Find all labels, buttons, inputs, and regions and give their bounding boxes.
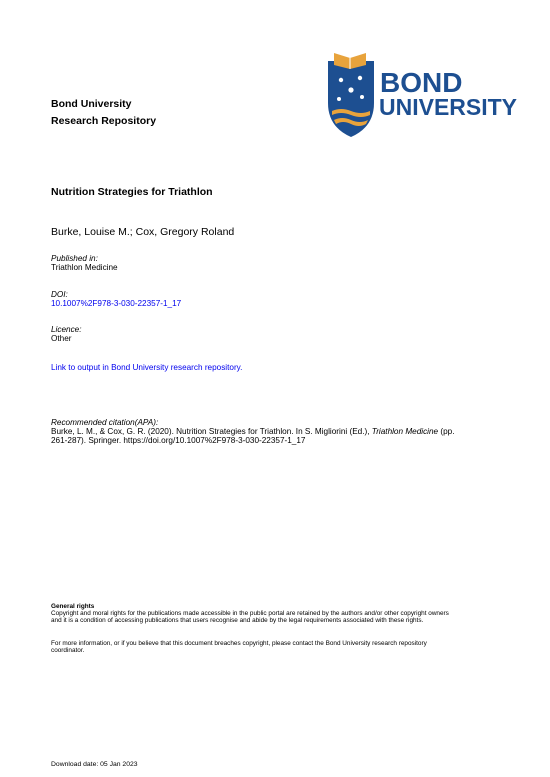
doi-link[interactable]: 10.1007%2F978-3-030-22357-1_17 [51, 299, 182, 308]
rights-text-2: and it is a condition of accessing publications that users recognise and abide by the legal requirements associated with these rights. [51, 617, 424, 624]
rights-heading: General rights [51, 603, 95, 610]
logo-text-bond: BOND [380, 67, 463, 98]
published-in-label: Published in: [51, 254, 98, 263]
repository-link[interactable]: Link to output in Bond University research repository. [51, 363, 243, 372]
citation-label: Recommended citation(APA): [51, 418, 159, 427]
document-title: Nutrition Strategies for Triathlon [51, 186, 213, 198]
rights-text-4: coordinator. [51, 647, 85, 654]
rights-text-1: Copyright and moral rights for the publications made accessible in the public portal are retained by the authors and/or other copyright owners [51, 610, 449, 617]
citation-text-1: Burke, L. M., & Cox, G. R. (2020). Nutrition Strategies for Triathlon. In S. Migliorini (Ed.), [51, 427, 372, 436]
licence-label: Licence: [51, 325, 82, 334]
citation-line-2: 261-287). Springer. https://doi.org/10.1007%2F978-3-030-22357-1_17 [51, 436, 306, 445]
bond-university-logo [326, 47, 522, 140]
published-in-value: Triathlon Medicine [51, 263, 118, 272]
document-authors: Burke, Louise M.; Cox, Gregory Roland [51, 226, 235, 238]
licence-value: Other [51, 334, 72, 343]
rights-text-3: For more information, or if you believe that this document breaches copyright, please contact the Bond University research repository [51, 640, 427, 647]
download-date: Download date: 05 Jan 2023 [51, 761, 138, 768]
logo-text-university: UNIVERSITY [379, 94, 518, 120]
repository-subtitle: Research Repository [51, 115, 157, 127]
citation-line-1 [51, 427, 521, 436]
university-crest-icon [326, 47, 522, 140]
citation-text-2: (pp. [438, 427, 455, 436]
repository-name: Bond University [51, 98, 132, 110]
citation-book-title: Triathlon Medicine [371, 427, 439, 436]
doi-label: DOI: [51, 290, 68, 299]
